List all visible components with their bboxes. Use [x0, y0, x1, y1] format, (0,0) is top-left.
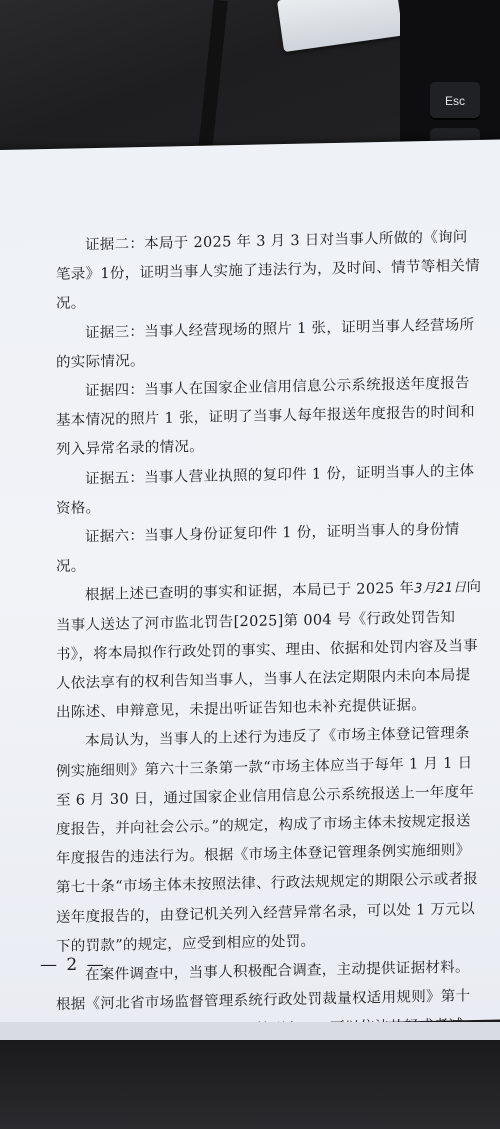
evidence-six-paragraph: 证据六：当事人身份证复印件 1 份，证明当事人的身份情况。: [56, 521, 460, 576]
esc-key: Esc: [430, 82, 480, 120]
evidence-three-paragraph: 证据三：当事人经营现场的照片 1 张，证明当事人经营场所的实际情况。: [56, 316, 475, 371]
notice-text-end: 向当事人送达了河市监北罚告[2025]第 004 号《行政处罚告知书》，将本局拟作行政处罚的事实、理由、依据和处罚内容及当事人依法享有的权利告知当事人，当事人在法定期限内未向本局提出陈述、申辩意见，未提出听证告知也未补充提供证据。: [56, 579, 482, 722]
notice-paragraph: [56, 574, 482, 729]
evidence-four-paragraph: 证据四：当事人在国家企业信用信息公示系统报送年度报告基本情况的照片 1 张，证明了当事人每年报送年度报告的时间和列入异常名录的情况。: [56, 375, 475, 459]
notice-text-start: 根据上述已查明的事实和证据，本局已于 2025 年: [85, 580, 415, 604]
discretion-rule-paragraph: 根据《河北省市场监督管理系统行政处罚裁量权适用规则》第十五条第（二）项“当事人有下列情形之一，可以依法从轻或者减: [56, 988, 471, 1014]
paper-edge: [0, 1022, 500, 1040]
handwritten-date: 3月21日: [414, 580, 467, 597]
document-body: [56, 223, 482, 1050]
page-number: — 2 —: [40, 955, 106, 975]
evidence-two-paragraph: 证据二：本局于 2025 年 3 月 3 日对当事人所做的《询问笔录》1份，证明当事人实施了违法行为，及时间、情节等相关情况。: [56, 229, 480, 313]
desk-bottom: [0, 1040, 500, 1129]
bureau-opinion-paragraph: 本局认为，当事人的上述行为违反了《市场主体登记管理条例实施细则》第六十三条第一款“市场主体应当于每年 1 月 1 日至 6 月 30 日，通过国家企业信用信息公示系统报送上一年度年度报告，并向社会公示。”的规定，构成了市场主体未按规定报送年度报告的违法行为。根据《市场主体登记管理条例实施细则》第七十条“市场主体未按照法律、行政法规规定的期限公示或者报送年度报告的，由登记机关列入经营异常名录，可以处 1 万元以下的罚款”的规定，应受到相应的处罚。: [56, 725, 479, 955]
evidence-five-paragraph: 证据五：当事人营业执照的复印件 1 份，证明当事人的主体资格。: [56, 462, 475, 517]
cooperation-paragraph: 在案件调查中，当事人积极配合调查，主动提供证据材料。: [85, 959, 470, 984]
